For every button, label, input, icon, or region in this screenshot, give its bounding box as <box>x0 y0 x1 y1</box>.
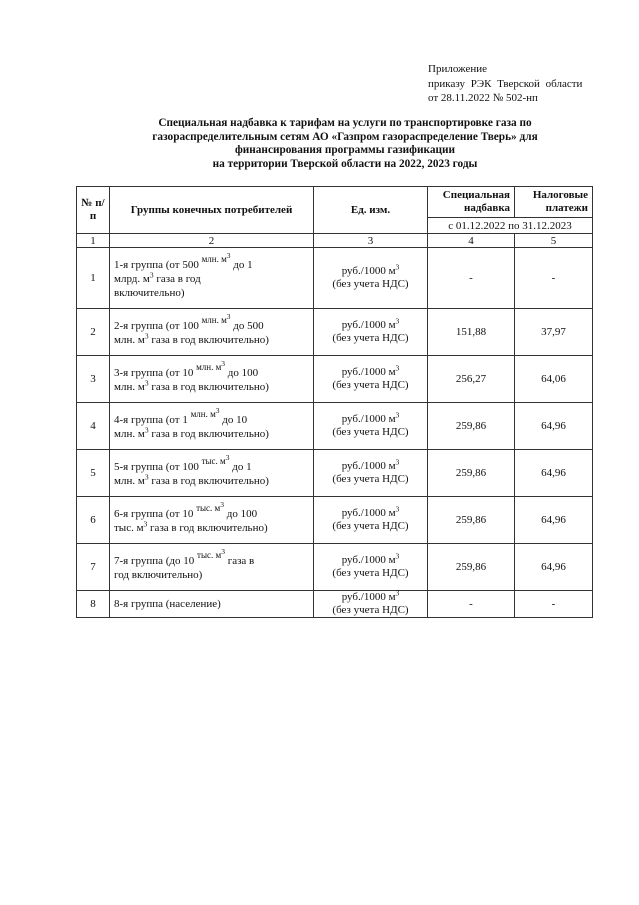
group-text-d: газа в год <box>153 273 201 285</box>
group-text-d: газа в год включительно) <box>148 475 269 487</box>
tax-payment-value: 37,97 <box>515 309 593 356</box>
header-groups: Группы конечных потребителей <box>110 187 314 234</box>
special-surcharge-value: 256,27 <box>428 356 515 403</box>
table-row <box>77 403 593 450</box>
group-volume-unit-power: 3 <box>225 453 230 462</box>
unit-of-measure <box>314 588 428 618</box>
group-text-a: 1-я группа (от 500 <box>114 259 202 271</box>
appendix-header <box>428 62 628 106</box>
unit-text: руб./1000 м <box>341 319 396 331</box>
group-text-b: до 1 <box>230 259 253 271</box>
unit-of-measure <box>314 356 428 403</box>
table-row <box>77 497 593 544</box>
row-number: 5 <box>77 450 110 497</box>
unit-power: 3 <box>395 588 400 598</box>
table-header-row <box>77 187 593 218</box>
unit-note: (без учета НДС) <box>332 604 409 616</box>
group-text-c-power: 3 <box>144 425 149 435</box>
header-tax: Налоговые платежи <box>515 187 593 218</box>
group-text-c-power: 3 <box>144 472 149 482</box>
group-text-d: газа в год включительно) <box>148 334 269 346</box>
tax-payment-value: - <box>515 591 593 618</box>
group-text-b: газа в <box>224 555 255 567</box>
group-volume-unit-power: 3 <box>220 500 224 509</box>
group-text-a: 3-я группа (от 10 <box>114 367 197 379</box>
unit-text: руб./1000 м <box>341 507 396 519</box>
group-text-b: до 1 <box>229 461 252 473</box>
group-text-a: 7-я группа (до 10 <box>114 555 198 567</box>
group-text-d: газа в год включительно) <box>148 381 269 393</box>
tariff-table-body <box>77 187 593 618</box>
row-number: 4 <box>77 403 110 450</box>
unit-note: (без учета НДС) <box>332 567 409 579</box>
group-text-c-power: 3 <box>143 519 148 529</box>
group-volume-unit <box>201 251 231 264</box>
group-volume-unit-power: 3 <box>221 547 225 556</box>
group-volume-unit-text: млн. м <box>201 315 227 325</box>
unit-of-measure <box>314 544 428 591</box>
special-surcharge-value: - <box>428 248 515 309</box>
header-special: Специальная надбавка <box>428 187 515 218</box>
column-index-row <box>77 234 593 248</box>
unit-note: (без учета НДС) <box>332 473 409 485</box>
tariff-table <box>76 186 593 618</box>
header-unit: Ед. изм. <box>314 187 428 234</box>
group-text-c: млн. м <box>114 475 145 487</box>
consumer-group <box>110 403 314 450</box>
group-text-c-power: 3 <box>144 331 149 341</box>
row-number: 3 <box>77 356 110 403</box>
unit-text: руб./1000 м <box>341 413 396 425</box>
appendix-line-2: приказу РЭК Тверской области <box>428 77 583 90</box>
row-number: 8 <box>77 591 110 618</box>
group-text-e: включительно) <box>114 287 185 299</box>
tax-payment-value: 64,96 <box>515 497 593 544</box>
header-num: № п/п <box>77 187 110 234</box>
column-index-5: 5 <box>515 234 593 248</box>
consumer-group <box>110 544 314 591</box>
group-volume-unit-text: тыс. м <box>201 456 226 466</box>
title-line-3: финансирования программы газификации <box>234 144 456 156</box>
title-line-4: на территории Тверской области на 2022, 2023 годы <box>212 157 478 170</box>
table-row <box>77 356 593 403</box>
group-text-a: 5-я группа (от 100 <box>114 461 202 473</box>
special-surcharge-value: 151,88 <box>428 309 515 356</box>
group-volume-unit <box>201 453 230 466</box>
tax-payment-value: - <box>515 248 593 309</box>
group-volume-unit-power: 3 <box>221 359 226 368</box>
column-index-3: 3 <box>314 234 428 248</box>
title-line-2: газораспределительным сетям АО «Газпром газораспределение Тверь» для <box>152 130 538 143</box>
unit-text: руб./1000 м <box>341 366 396 378</box>
group-text-c: млн. м <box>114 334 145 346</box>
group-volume-unit-power: 3 <box>226 312 231 321</box>
title-line-1: Специальная надбавка к тарифам на услуги по транспортировке газа по <box>158 117 532 129</box>
tax-payment-value: 64,06 <box>515 356 593 403</box>
group-text-d: газа в год включительно) <box>147 522 268 534</box>
group-volume-unit <box>190 406 220 419</box>
group-volume-unit-text: млн. м <box>201 254 227 264</box>
special-surcharge-value: 259,86 <box>428 497 515 544</box>
row-number: 7 <box>77 544 110 591</box>
group-text-a: 2-я группа (от 100 <box>114 320 202 332</box>
consumer-group <box>110 450 314 497</box>
group-text-c: млн. м <box>114 428 145 440</box>
group-text-b: до 10 <box>219 414 248 426</box>
group-text-d: газа в год включительно) <box>148 428 269 440</box>
tax-payment-value: 64,96 <box>515 450 593 497</box>
unit-power: 3 <box>395 316 400 326</box>
special-surcharge-value: 259,86 <box>428 450 515 497</box>
tax-payment-value: 64,96 <box>515 544 593 591</box>
consumer-group <box>110 591 314 618</box>
consumer-group <box>110 248 314 309</box>
unit-text: руб./1000 м <box>341 460 396 472</box>
group-text-c: млн. м <box>114 381 145 393</box>
group-text-b: до 100 <box>224 508 258 520</box>
group-volume-unit-text: млн. м <box>196 362 222 372</box>
group-volume-unit-power: 3 <box>215 406 220 415</box>
group-volume-unit-power: 3 <box>226 251 231 260</box>
appendix-line-3: от 28.11.2022 № 502-нп <box>428 92 538 104</box>
special-surcharge-value: 259,86 <box>428 544 515 591</box>
special-surcharge-value: 259,86 <box>428 403 515 450</box>
unit-power: 3 <box>395 551 400 561</box>
row-number: 6 <box>77 497 110 544</box>
group-text-c: год включительно) <box>114 569 203 581</box>
unit-of-measure <box>314 403 428 450</box>
unit-of-measure <box>314 497 428 544</box>
consumer-group <box>110 309 314 356</box>
unit-note: (без учета НДС) <box>332 278 409 290</box>
group-volume-unit <box>201 312 231 325</box>
unit-text: руб./1000 м <box>341 265 396 277</box>
unit-note: (без учета НДС) <box>332 379 409 391</box>
document-title <box>95 117 595 171</box>
unit-text: руб./1000 м <box>341 591 396 603</box>
unit-note: (без учета НДС) <box>332 426 409 438</box>
unit-note: (без учета НДС) <box>332 332 409 344</box>
group-text-b: до 500 <box>230 320 264 332</box>
unit-power: 3 <box>395 457 400 467</box>
unit-of-measure <box>314 309 428 356</box>
unit-power: 3 <box>395 262 400 272</box>
group-volume-unit-text: тыс. м <box>196 503 221 513</box>
table-row <box>77 248 593 309</box>
tax-payment-value: 64,96 <box>515 403 593 450</box>
column-index-1: 1 <box>77 234 110 248</box>
consumer-group <box>110 356 314 403</box>
unit-power: 3 <box>395 504 400 514</box>
group-text-a: 6-я группа (от 10 <box>114 508 197 520</box>
period-cell: с 01.12.2022 по 31.12.2023 <box>428 218 593 234</box>
consumer-group <box>110 497 314 544</box>
group-text-a: 4-я группа (от 1 <box>114 414 191 426</box>
unit-of-measure <box>314 248 428 309</box>
group-volume-unit-text: тыс. м <box>197 550 222 560</box>
special-surcharge-value: - <box>428 591 515 618</box>
group-text-c-power: 3 <box>149 270 154 280</box>
group-volume-unit <box>196 500 224 513</box>
unit-text: руб./1000 м <box>341 554 396 566</box>
unit-power: 3 <box>395 410 400 420</box>
group-volume-unit <box>196 359 226 372</box>
table-row <box>77 309 593 356</box>
group-text-c: тыс. м <box>114 522 144 534</box>
table-row <box>77 544 593 591</box>
unit-of-measure <box>314 450 428 497</box>
group-text-c-power: 3 <box>144 378 149 388</box>
unit-power: 3 <box>395 363 400 373</box>
row-number: 1 <box>77 248 110 309</box>
group-text-c: млрд. м <box>114 273 150 285</box>
group-volume-unit <box>197 547 225 560</box>
table-row <box>77 450 593 497</box>
row-number: 2 <box>77 309 110 356</box>
column-index-2: 2 <box>110 234 314 248</box>
group-text-a: 8-я группа (население) <box>114 598 221 610</box>
unit-note: (без учета НДС) <box>332 520 409 532</box>
appendix-line-1: Приложение <box>428 63 488 75</box>
group-text-b: до 100 <box>225 367 259 379</box>
column-index-4: 4 <box>428 234 515 248</box>
group-volume-unit-text: млн. м <box>190 409 216 419</box>
table-row <box>77 591 593 618</box>
